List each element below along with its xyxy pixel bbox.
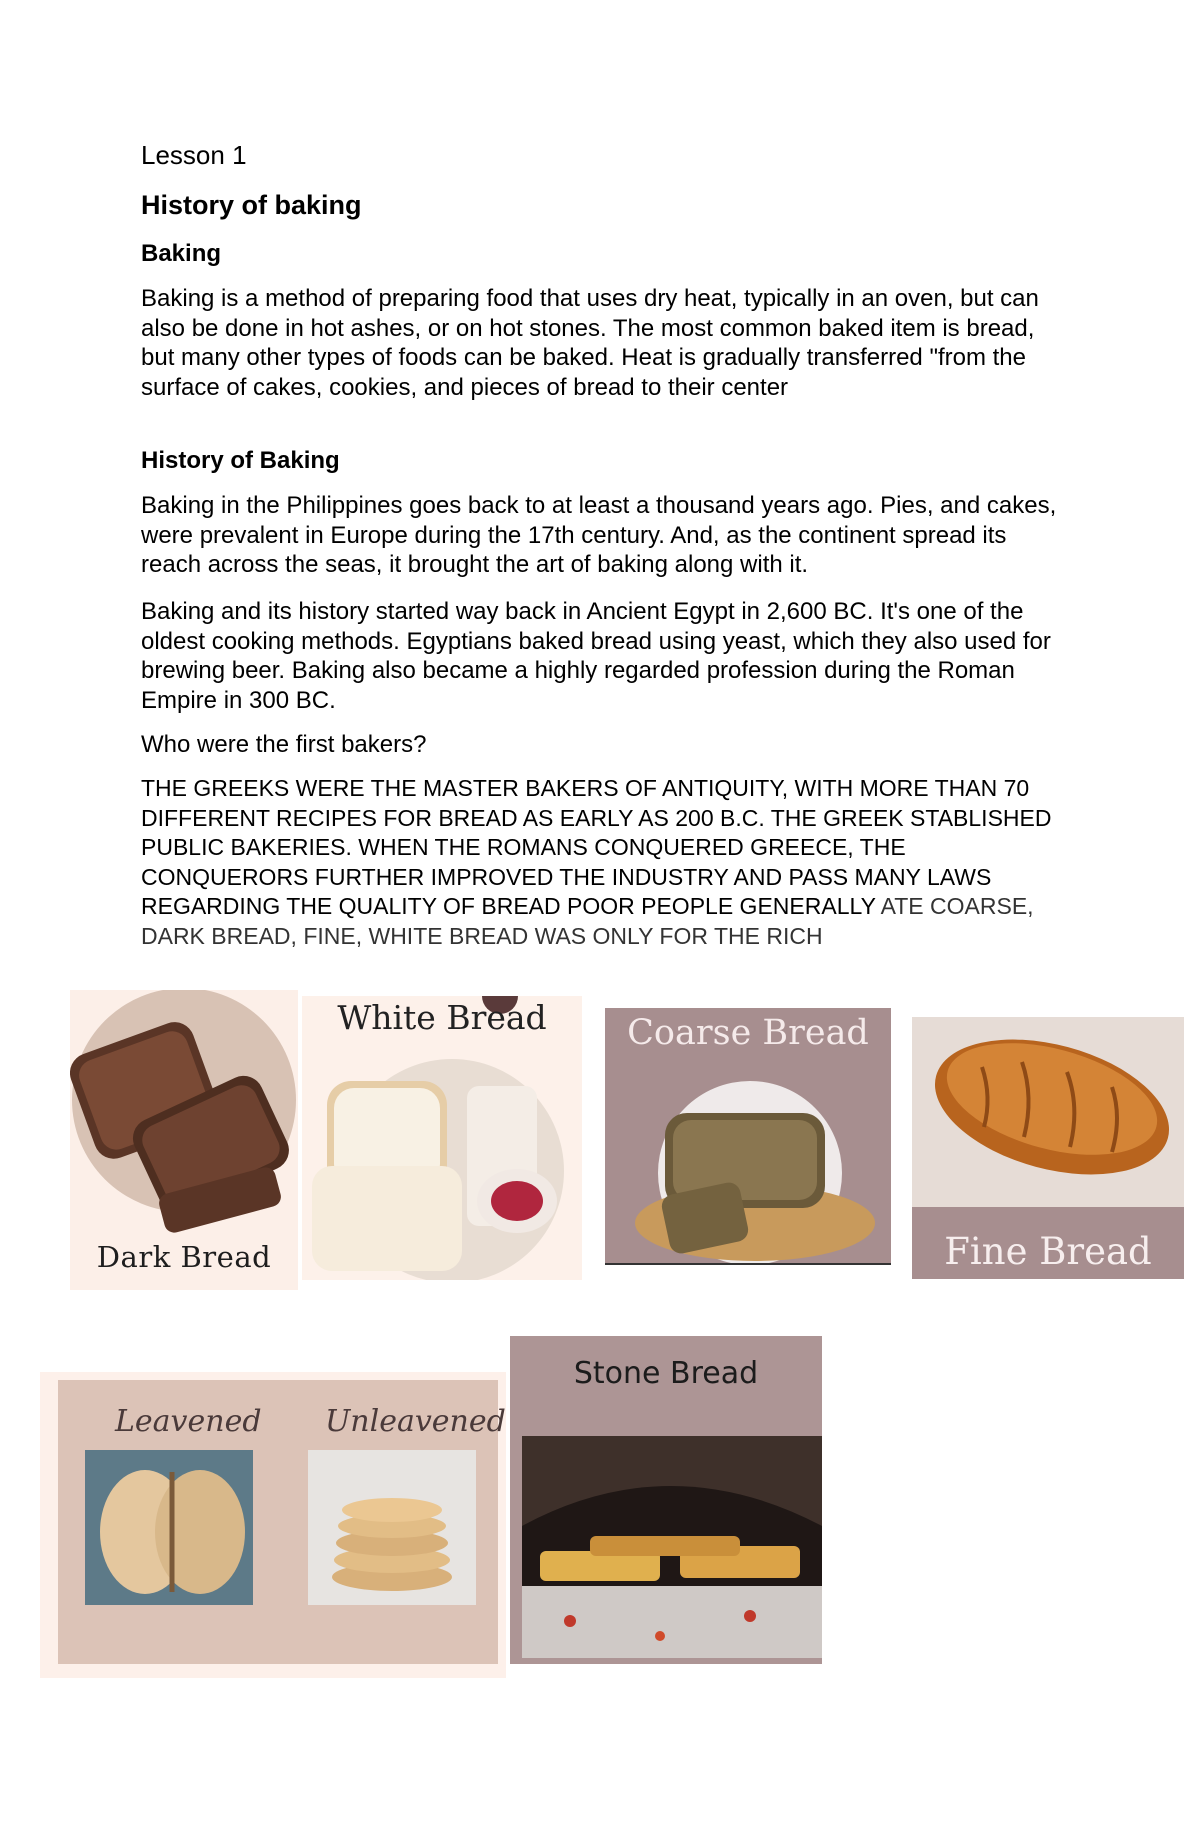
lesson-label: Lesson 1 bbox=[141, 140, 247, 170]
history-heading: History of Baking bbox=[141, 447, 340, 474]
coarse-bread-image bbox=[605, 1008, 891, 1265]
question-text: Who were the first bakers? bbox=[141, 731, 427, 758]
page-title: History of baking bbox=[141, 190, 362, 220]
baking-paragraph: Baking is a method of preparing food that uses dry heat, typically in an oven, but can also be done in hot ashes, or on hot stones. The most common baked item is bread, but many other types of foods can be baked. Heat is gradually transferred "from the surface of cakes, cookies, and pieces of bread to their center bbox=[141, 285, 1039, 401]
answer-rest-text: ATE COARSE, DARK BREAD, FINE, WHITE BREAD WAS ONLY FOR THE RICH bbox=[141, 893, 1034, 949]
dark-bread-image bbox=[70, 990, 298, 1290]
baking-heading: Baking bbox=[141, 240, 222, 267]
answer-paragraph bbox=[141, 774, 1066, 951]
fine-bread-image bbox=[912, 1017, 1184, 1279]
dark-bread-label: Dark Bread bbox=[96, 1240, 272, 1274]
unleavened-label: Unleavened bbox=[325, 1404, 506, 1439]
white-bread-image bbox=[302, 996, 582, 1280]
history-paragraph-1: Baking in the Philippines goes back to at least a thousand years ago. Pies, and cakes, were prevalent in Europe during the 17th century. And, as the continent spread its reach across the seas, it brought the art of baking along with it. bbox=[141, 492, 1057, 578]
fine-bread-label: Fine Bread bbox=[944, 1230, 1152, 1273]
stone-bread-label: Stone Bread bbox=[573, 1356, 759, 1391]
white-bread-label: White Bread bbox=[337, 998, 547, 1037]
coarse-bread-label: Coarse Bread bbox=[627, 1013, 869, 1053]
white-bread-illustration bbox=[302, 996, 582, 1280]
history-paragraph-2: Baking and its history started way back in Ancient Egypt in 2,600 BC. It's one of the oldest cooking methods. Egyptians baked bread using yeast, which they also used for brewing beer. Baking also became a highly regarded profession during the Roman Empire in 300 BC. bbox=[141, 598, 1051, 714]
stone-bread-image bbox=[510, 1336, 822, 1664]
leavened-label: Leavened bbox=[115, 1404, 262, 1439]
answer-bold-text: THE GREEKS WERE THE MASTER BAKERS OF ANTIQUITY, WITH MORE THAN 70 DIFFERENT RECIPES FOR BREAD AS EARLY AS 200 B.C. THE GREEK STABLISHED PUBLIC BAKERIES. WHEN THE ROMANS CONQUERED GREECE, THE CONQUERORS FURTHER IMPROVED THE INDUSTRY AND PASS MANY LAWS REGARDING THE QUALITY OF BREAD POOR PEOPLE GENERALLY bbox=[141, 775, 1052, 919]
leavened-unleavened-image bbox=[40, 1372, 506, 1678]
